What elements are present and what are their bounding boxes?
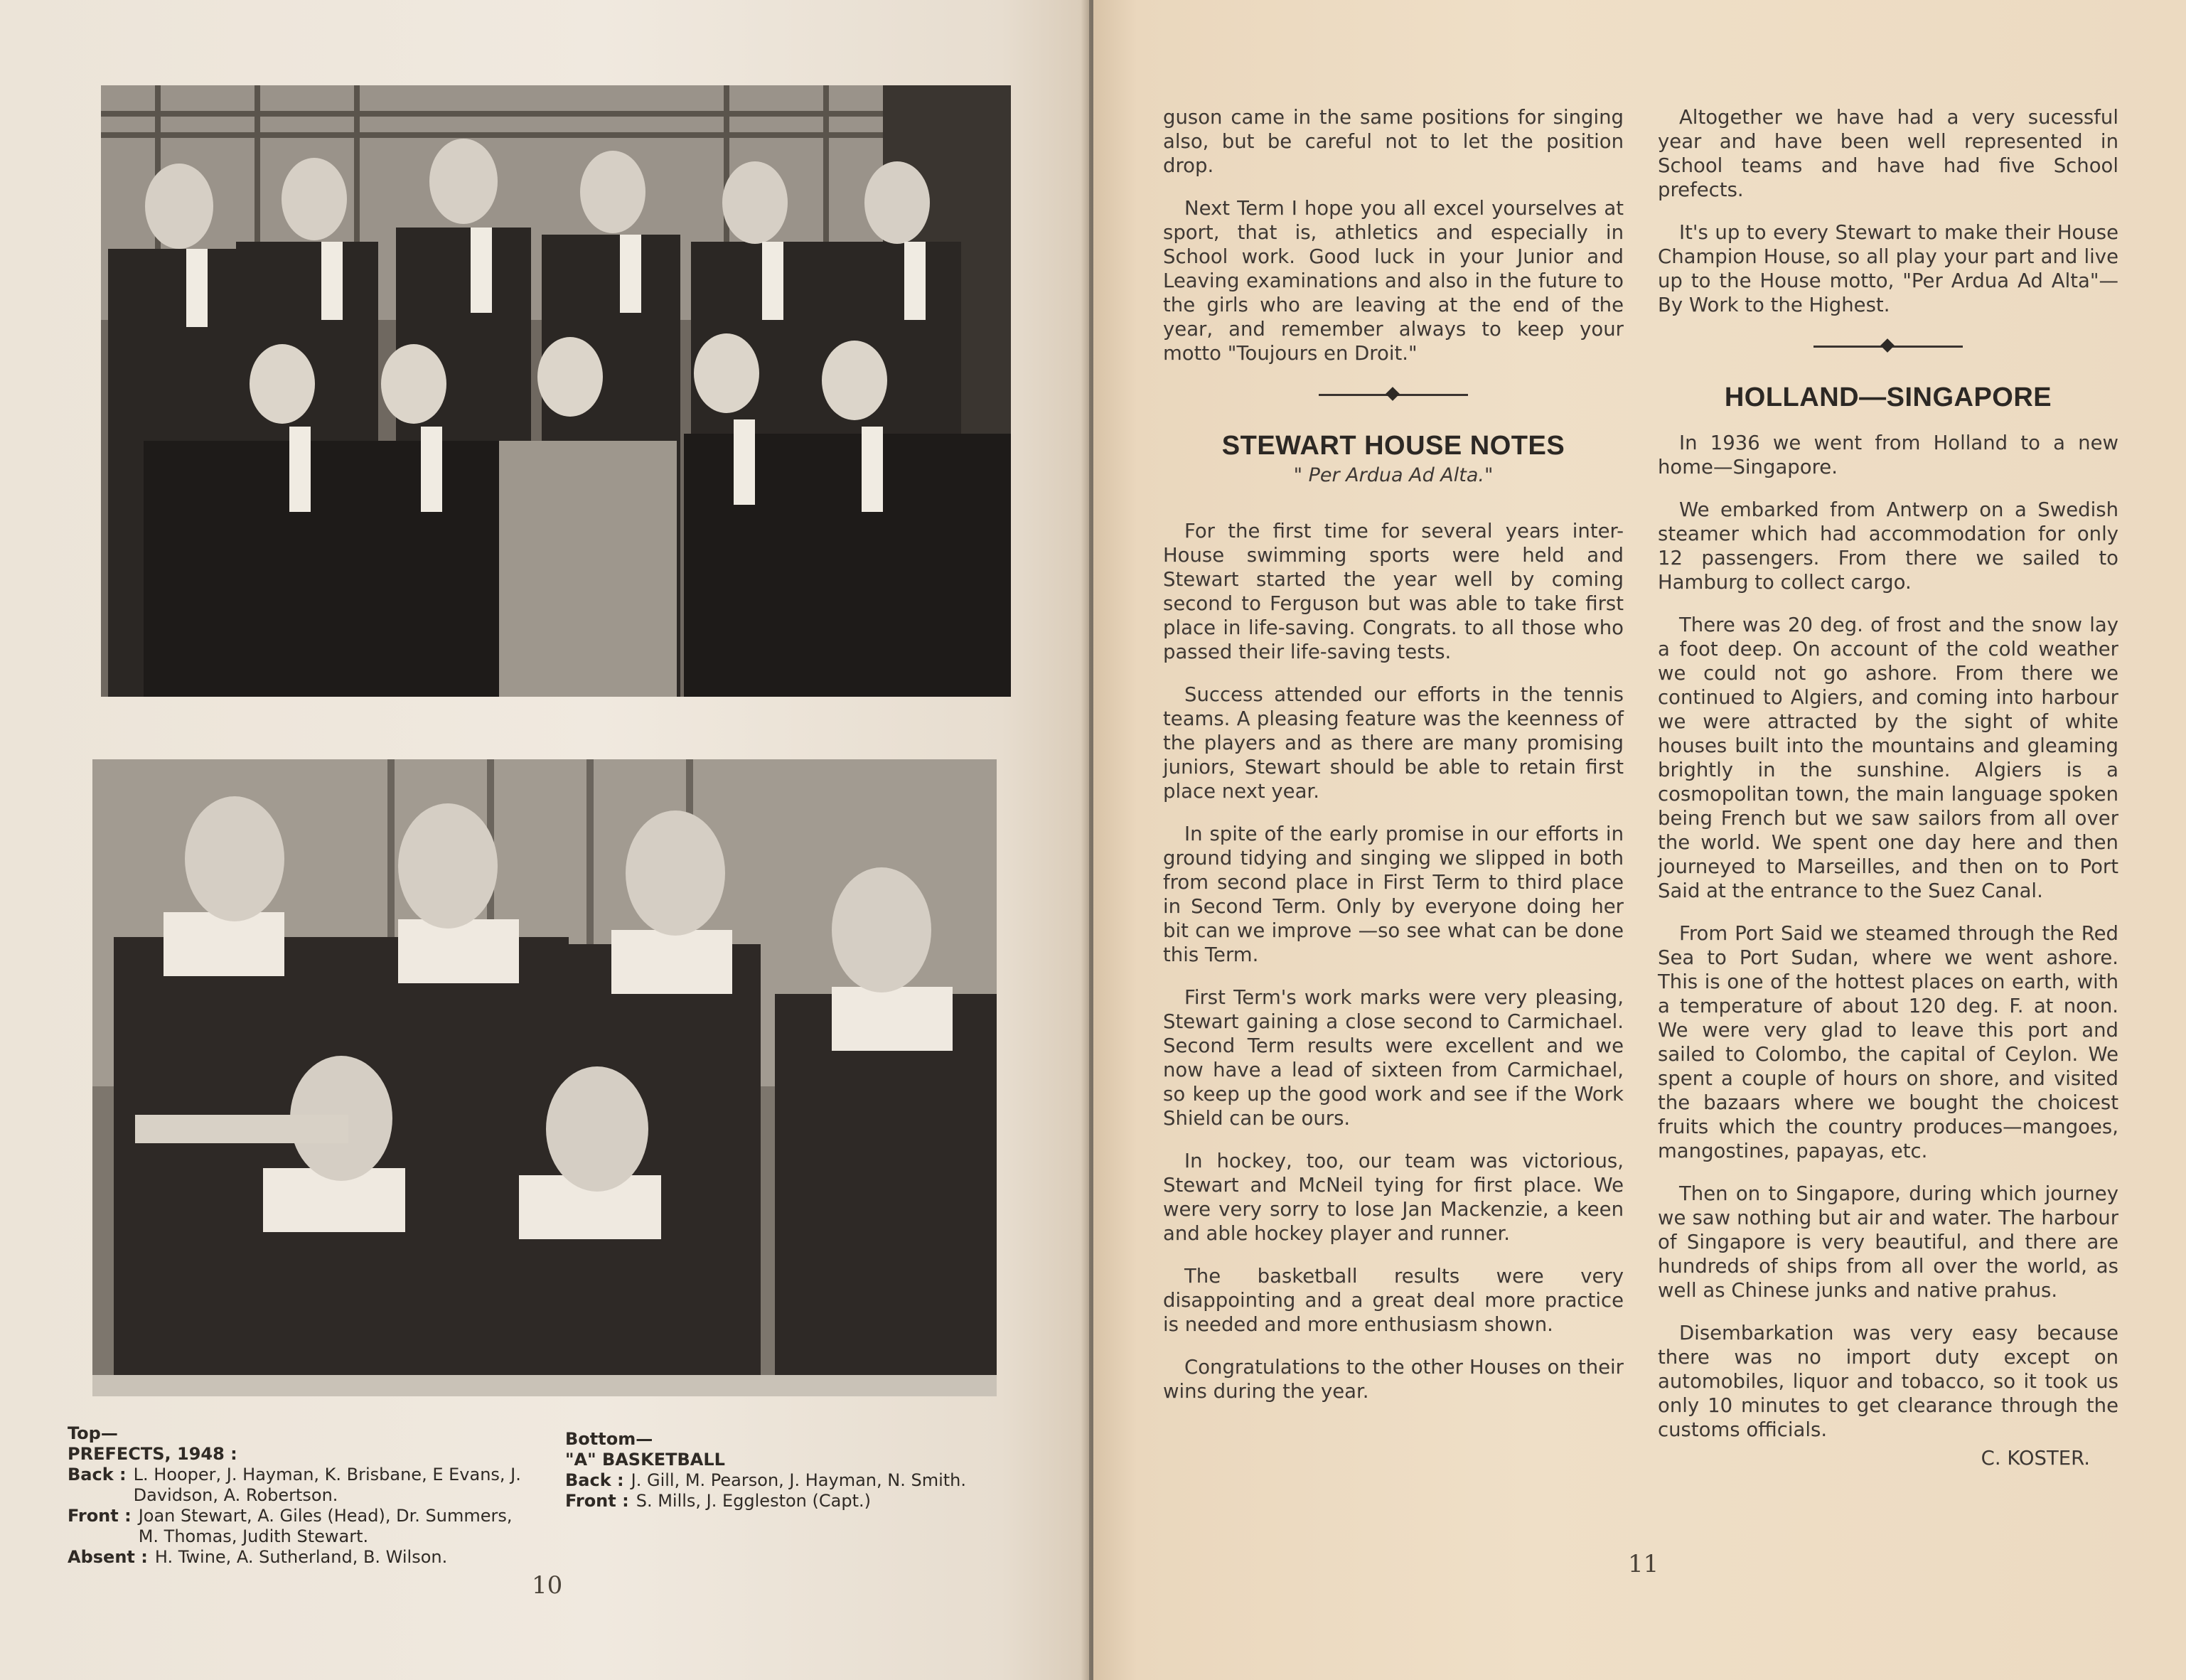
paragraph: Disembarkation was very easy because there was no import duty except on automobiles, liquor and tobacco, so it took us only 10 minutes to get clearance through the customs officials. [1658, 1322, 2118, 1441]
section-divider [1813, 336, 1963, 357]
paragraph: Altogether we have had a very sucessful year and have been well represented in School teams and have had five School prefects. [1658, 106, 2118, 201]
caption-bottom-heading-2: "A" BASKETBALL [565, 1450, 725, 1470]
caption-top [68, 1423, 537, 1568]
left-page [0, 0, 1089, 1680]
page-number-left: 10 [532, 1571, 563, 1600]
paragraph: guson came in the same positions for singing also, but be careful not to let the position drop. [1163, 106, 1624, 177]
paragraph: For the first time for several years inter-House swimming sports were held and Stewart started the year well by coming second to Ferguson but was able to take first place in life-saving. Congrats. to all those who passed their life-saving tests. [1163, 520, 1624, 663]
holland-singapore-title: HOLLAND—SINGAPORE [1724, 382, 2052, 412]
column-2 [1658, 105, 2118, 1470]
page-number-right: 11 [1628, 1550, 1659, 1578]
caption-top-row-absent: Absent : H. Twine, A. Sutherland, B. Wilson. [68, 1547, 448, 1567]
stewart-house-title: STEWART HOUSE NOTES [1221, 431, 1565, 461]
stewart-house-motto: " Per Ardua Ad Alta." [1293, 464, 1494, 486]
column-1 [1163, 105, 1624, 1422]
right-page [1093, 0, 2186, 1680]
paragraph: We embarked from Antwerp on a Swedish steamer which had accommodation for only 12 passengers. From there we sailed to Hamburg to collect cargo. [1658, 498, 2118, 594]
diamond-icon [1880, 338, 1895, 353]
caption-top-row-back: Back : L. Hooper, J. Hayman, K. Brisbane, E Evans, J. Davidson, A. Robertson. [68, 1465, 521, 1505]
caption-top-heading-2: PREFECTS, 1948 : [68, 1444, 237, 1464]
section-divider [1319, 384, 1468, 405]
paragraph: First Term's work marks were very pleasing, Stewart gaining a close second to Carmichael. Second Term results were excellent and we now have a lead of sixteen from Carmichael, so keep up the good work and see if the Work Shield can be ours. [1163, 986, 1624, 1130]
paragraph: It's up to every Stewart to make their House Champion House, so all play your part and live up to the House motto, "Per Ardua Ad Alta"—By Work to the Highest. [1658, 221, 2118, 316]
paragraph: In spite of the early promise in our efforts in ground tidying and singing we slipped in both from second place in First Term to third place in Second Term. Only by everyone doing her bit can we improve —so see what can be done this Term. [1163, 823, 1624, 966]
caption-bottom-row-back: Back : J. Gill, M. Pearson, J. Hayman, N. Smith. [565, 1470, 967, 1490]
paragraph: The basketball results were very disappointing and a great deal more practice is needed and more enthusiasm shown. [1163, 1265, 1624, 1336]
paragraph: From Port Said we steamed through the Red Sea to Port Sudan, where we went ashore. This is one of the hottest places on earth, with a temperature of about 120 deg. F. at noon. We were very glad to leave this port and sailed to Colombo, the capital of Ceylon. We spent a couple of hours on shore, and visited the bazaars where we bought the choicest fruits which the country produces—mangoes, mangostines, papayas, etc. [1658, 922, 2118, 1162]
prefects-photo [101, 85, 1011, 697]
caption-top-row-front: Front : Joan Stewart, A. Giles (Head), Dr. Summers, M. Thomas, Judith Stewart. [68, 1506, 513, 1546]
paragraph: Then on to Singapore, during which journey we saw nothing but air and water. The harbour of Singapore is very beautiful, and there are hundreds of ships from all over the world, as well as Chinese junks and native prahus. [1658, 1182, 2118, 1302]
paragraph: In hockey, too, our team was victorious, Stewart and McNeil tying for first place. We were very sorry to lose Jan Mackenzie, a keen and able hockey player and runner. [1163, 1150, 1624, 1245]
paragraph: In 1936 we went from Holland to a new home—Singapore. [1658, 432, 2118, 478]
paragraph: Next Term I hope you all excel yourselves at sport, that is, athletics and especially in School work. Good luck in your Junior and Leaving examinations and also in the future to the girls who are leaving at the end of the year, and remember always to keep your motto "Toujours en Droit." [1163, 197, 1624, 365]
caption-top-heading-1: Top— [68, 1423, 118, 1443]
author-signature: C. KOSTER. [1981, 1447, 2090, 1470]
caption-bottom-row-front: Front : S. Mills, J. Eggleston (Capt.) [565, 1491, 871, 1511]
paragraph: There was 20 deg. of frost and the snow lay a foot deep. On account of the cold weather we could not go ashore. From there we continued to Algiers, and coming into harbour we were attracted by the sight of white houses built into the mountains and gleaming brightly in the sunshine. Algiers is a cosmopolitan town, the main language spoken being French but we saw sailors from all over the world. We spent one day here and then journeyed to Marseilles, and then on to Port Said at the entrance to the Suez Canal. [1658, 614, 2118, 902]
paragraph: Congratulations to the other Houses on their wins during the year. [1163, 1356, 1624, 1403]
paragraph: Success attended our efforts in the tennis teams. A pleasing feature was the keenness of the players and as there are many promising juniors, Stewart should be able to retain first place next year. [1163, 683, 1624, 803]
caption-bottom-heading-1: Bottom— [565, 1429, 653, 1449]
caption-bottom [565, 1429, 985, 1512]
basketball-team-photo [92, 759, 997, 1396]
diamond-icon [1386, 387, 1400, 401]
